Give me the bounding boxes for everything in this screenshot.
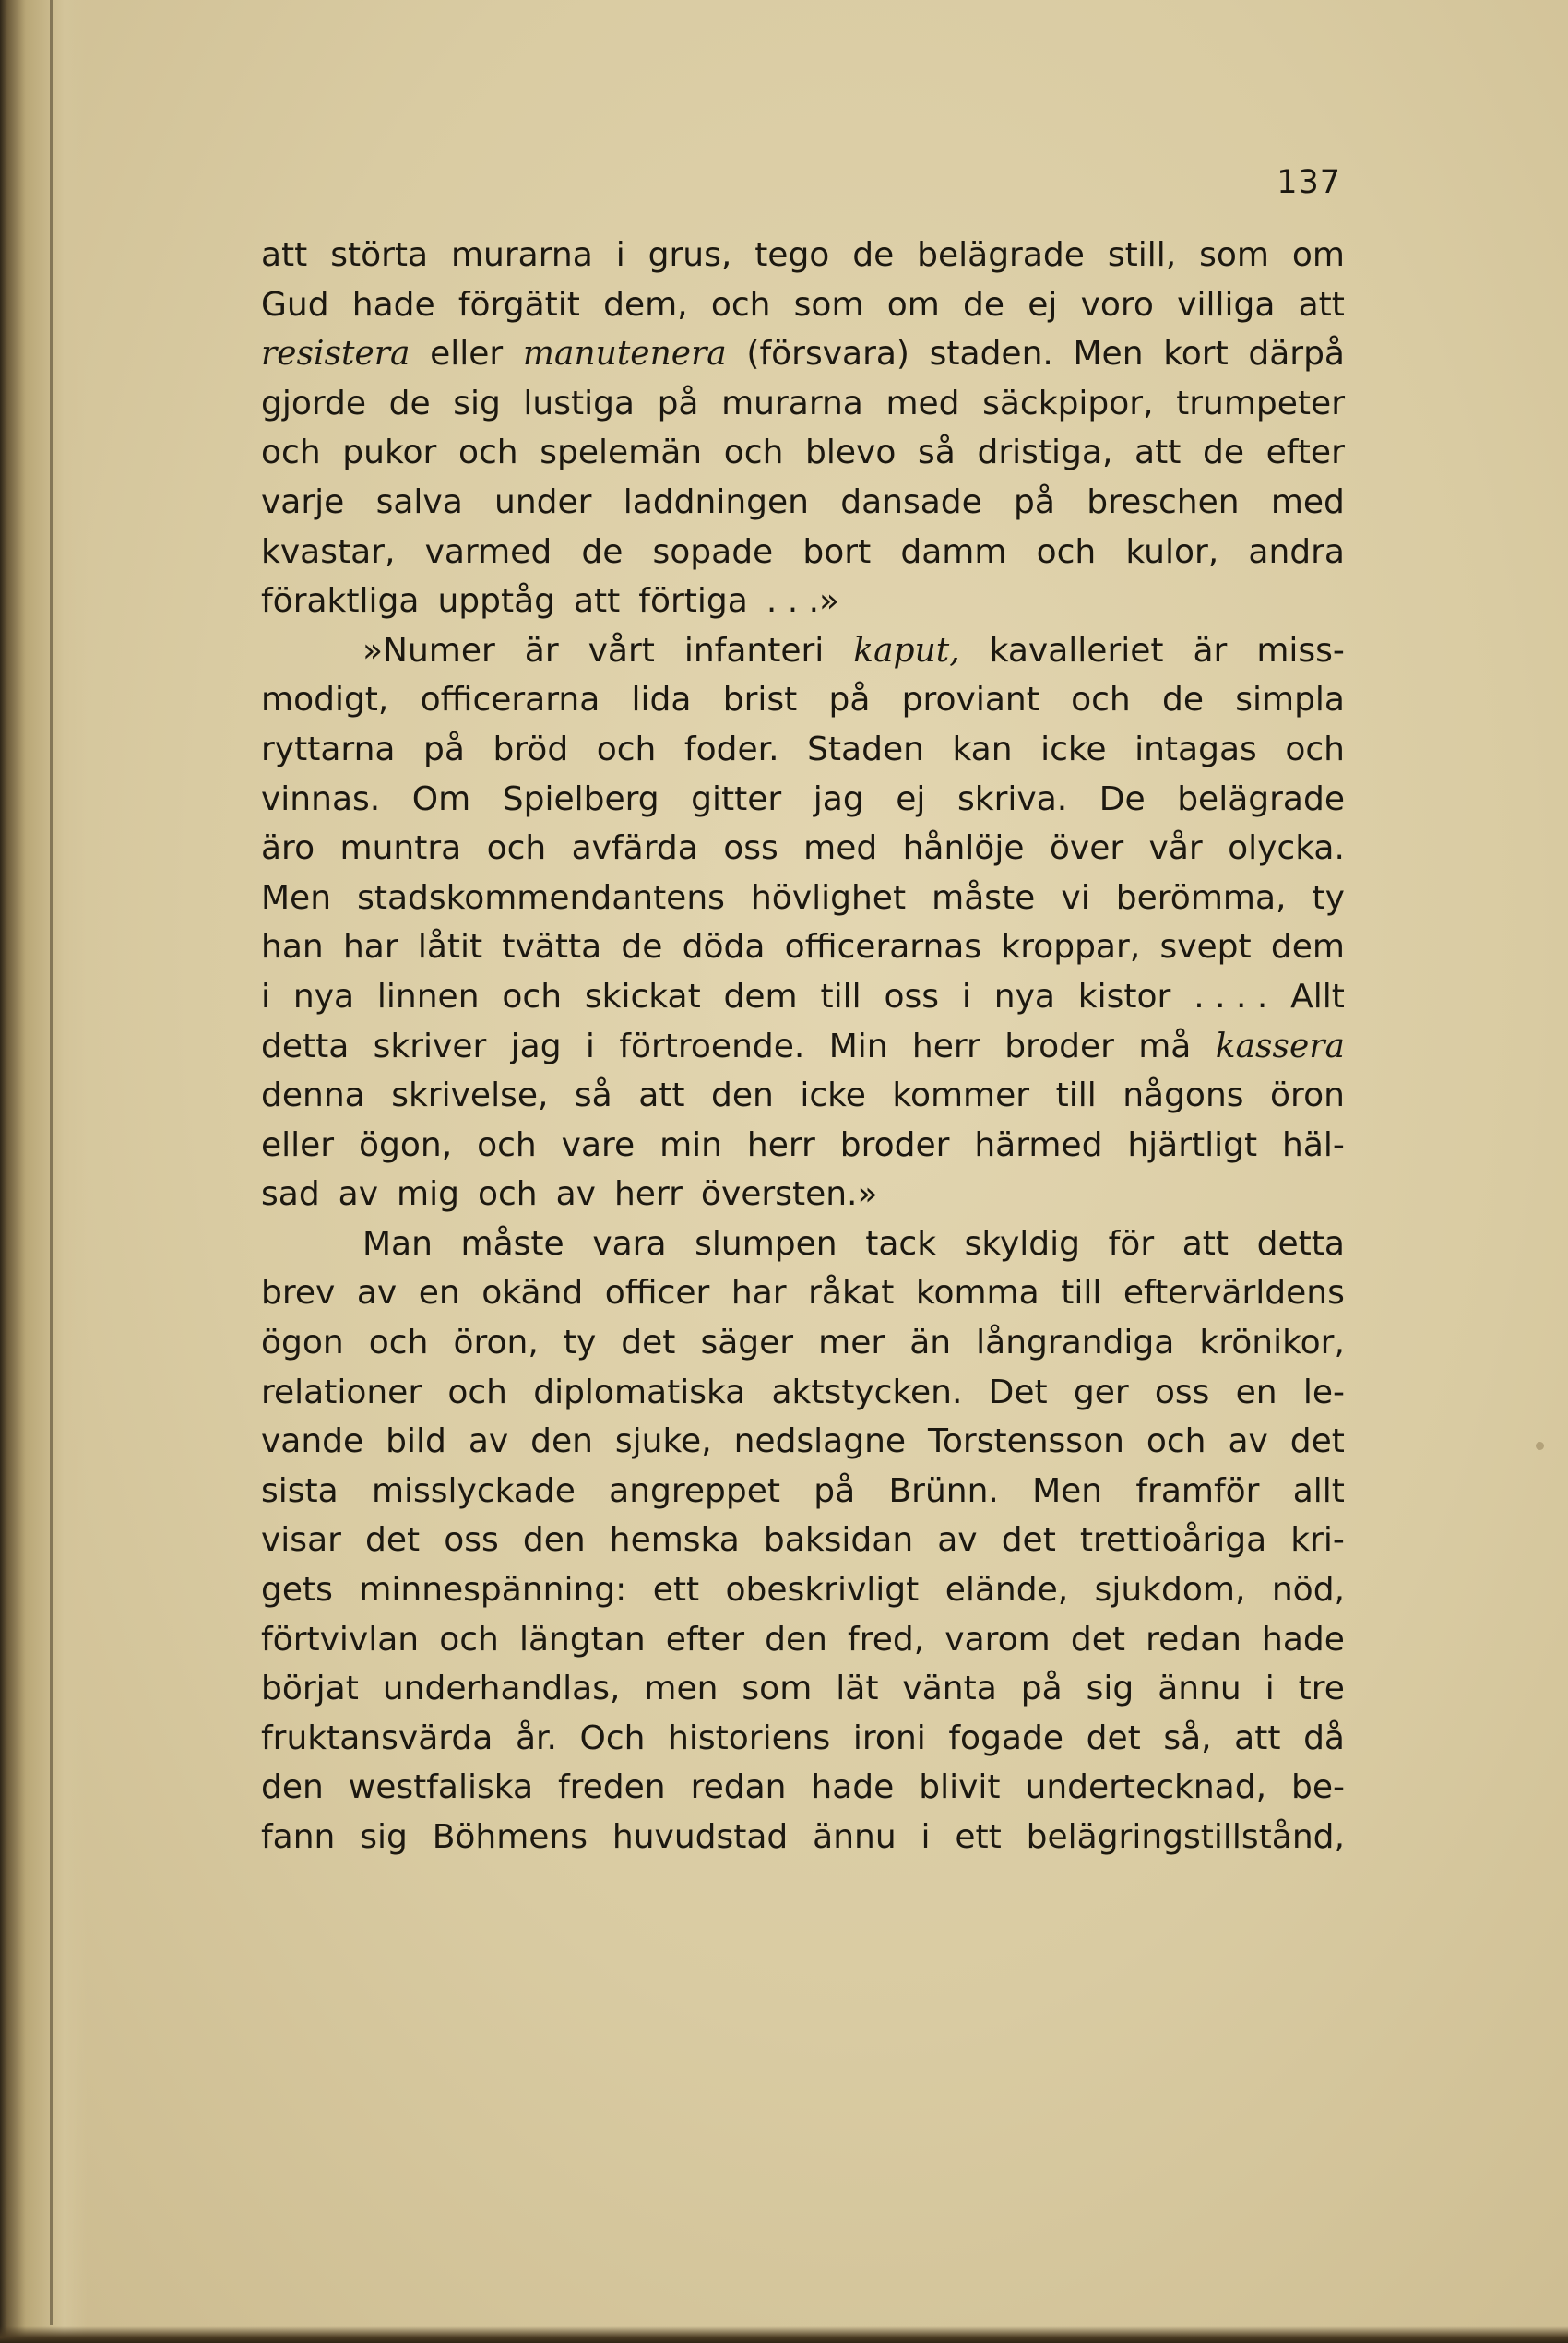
text-line: »Numer är vårt infanteri kaput, kavalleriet är miss- [261,626,1345,676]
text-line: den westfaliska freden redan hade blivit undertecknad, be- [261,1768,1345,1807]
paper-speck [1536,1442,1544,1450]
text-line: modigt, officerarna lida brist på proviant och de simpla [261,681,1345,720]
text-line: kvastar, varmed de sopade bort damm och kulor, andra [261,532,1345,571]
text-line: börjat underhandlas, men som lät vänta på sig ännu i tre [261,1670,1345,1708]
text-line: visar det oss den hemska baksidan av det trettioåriga kri- [261,1521,1345,1560]
text-line: denna skrivelse, så att den icke kommer till någons öron [261,1076,1345,1115]
text-line: eller ögon, och vare min herr broder härmed hjärtligt häl- [261,1125,1345,1164]
page-bottom-edge [0,2326,1568,2343]
italic-word: manutenera [522,335,727,374]
text-line: Men stadskommendantens hövlighet måste vi berömma, ty [261,878,1345,917]
text-line: resistera eller manutenera (försvara) staden. Men kort därpå [261,329,1345,379]
text-line: Gud hade förgätit dem, och som om de ej voro villiga att [261,285,1345,324]
italic-word: kaput, [853,631,960,670]
text-line: föraktliga upptåg att förtiga . . .» [261,582,840,621]
text-line: äro muntra och avfärda oss med hånlöje över vår olycka. [261,829,1345,868]
text-line: förtvivlan och längtan efter den fred, varom det redan hade [261,1620,1345,1659]
text-line: vinnas. Om Spielberg gitter jag ej skriva. De belägrade [261,779,1345,818]
binding-crease [50,0,53,2325]
text-line: brev av en okänd officer har råkat komma till eftervärldens [261,1274,1345,1313]
text-line: ryttarna på bröd och foder. Staden kan icke intagas och [261,730,1345,768]
text-line: detta skriver jag i förtroende. Min herr broder må kassera [261,1022,1345,1072]
text-line: Man måste vara slumpen tack skyldig för att detta [362,1224,1345,1263]
text-line: han har låtit tvätta de döda officerarnas kroppar, svept dem [261,928,1345,967]
text-line: vande bild av den sjuke, nedslagne Torstensson och av det [261,1422,1345,1461]
text-line: gjorde de sig lustiga på murarna med säckpipor, trumpeter [261,384,1345,422]
body-text [261,231,1345,1862]
text-line: fann sig Böhmens huvudstad ännu i ett belägringstillstånd, [261,1818,1345,1856]
text-line: i nya linnen och skickat dem till oss i nya kistor . . . . Allt [261,977,1345,1016]
text-line: relationer och diplomatiska aktstycken. Det ger oss en le- [261,1373,1345,1411]
text-line: fruktansvärda år. Och historiens ironi fogade det så, att då [261,1719,1345,1757]
text-line: sista misslyckade angreppet på Brünn. Men framför allt [261,1471,1345,1510]
text-line: ögon och öron, ty det säger mer än långrandiga krönikor, [261,1324,1345,1362]
binding-shadow [0,0,88,2343]
italic-word: kassera [1215,1027,1345,1065]
italic-word: resistera [261,335,410,374]
text-line: och pukor och spelemän och blevo så dristiga, att de efter [261,434,1345,472]
page-number: 137 [1277,164,1341,201]
text-line: varje salva under laddningen dansade på breschen med [261,482,1345,521]
text-line: gets minnespänning: ett obeskrivligt elände, sjukdom, nöd, [261,1571,1345,1610]
text-line: att störta murarna i grus, tego de belägrade still, som om [261,236,1345,274]
text-line: sad av mig och av herr översten.» [261,1175,878,1214]
